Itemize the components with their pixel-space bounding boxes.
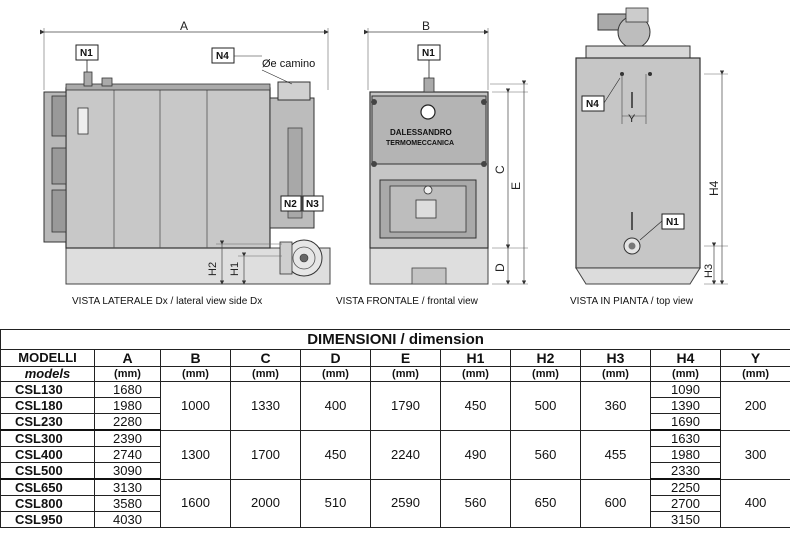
dim-label-y: Y	[628, 113, 636, 125]
cell-h1: 560	[441, 479, 511, 528]
dim-label-h3: H3	[703, 263, 715, 278]
model-cell: CSL650	[1, 479, 95, 496]
dim-label-a: A	[180, 19, 189, 33]
unit-h4: (mm)	[651, 367, 721, 382]
cell-a: 3580	[95, 496, 161, 512]
header-h4: H4	[651, 350, 721, 367]
side-view	[44, 19, 330, 284]
table-row	[1, 479, 790, 496]
cell-h1: 450	[441, 382, 511, 431]
cell-a: 3090	[95, 463, 161, 480]
dim-label-b: B	[422, 19, 431, 33]
svg-text:N4: N4	[216, 51, 229, 62]
table-row	[1, 430, 790, 447]
unit-a: (mm)	[95, 367, 161, 382]
dim-label-h4: H4	[707, 180, 721, 196]
cell-h4: 1090	[651, 382, 721, 398]
cell-h4: 1980	[651, 447, 721, 463]
cell-a: 3130	[95, 479, 161, 496]
cell-h3: 455	[581, 430, 651, 479]
cell-d: 510	[301, 479, 371, 528]
cell-c: 1330	[231, 382, 301, 431]
table-row	[1, 382, 790, 398]
header-h3: H3	[581, 350, 651, 367]
cell-h4: 3150	[651, 512, 721, 528]
tag-n1-side	[76, 45, 98, 72]
header-c: C	[231, 350, 301, 367]
cell-c: 1700	[231, 430, 301, 479]
brand-line-1: DALESSANDRO	[390, 128, 452, 137]
model-cell: CSL130	[1, 382, 95, 398]
unit-h1: (mm)	[441, 367, 511, 382]
cell-y: 400	[721, 479, 790, 528]
dim-label-h2: H2	[207, 261, 219, 276]
cell-h3: 360	[581, 382, 651, 431]
header-y: Y	[721, 350, 790, 367]
top-view	[576, 8, 728, 284]
tag-n3	[303, 196, 323, 211]
unit-d: (mm)	[301, 367, 371, 382]
cell-y: 300	[721, 430, 790, 479]
svg-text:N1: N1	[666, 217, 679, 228]
model-cell: CSL230	[1, 414, 95, 431]
svg-text:N4: N4	[586, 99, 599, 110]
cell-a: 1980	[95, 398, 161, 414]
dimension-table	[0, 329, 790, 538]
header-models: MODELLI	[1, 350, 95, 367]
cell-a: 2390	[95, 430, 161, 447]
cell-h2: 560	[511, 430, 581, 479]
cell-a: 2280	[95, 414, 161, 431]
header-b: B	[161, 350, 231, 367]
cell-h4: 1630	[651, 430, 721, 447]
cell-h2: 650	[511, 479, 581, 528]
cell-e: 2240	[371, 430, 441, 479]
svg-text:N2: N2	[284, 199, 297, 210]
svg-text:N1: N1	[80, 48, 93, 59]
cell-a: 4030	[95, 512, 161, 528]
dim-label-h1: H1	[229, 261, 241, 276]
tag-n1-front	[418, 45, 440, 78]
unit-e: (mm)	[371, 367, 441, 382]
cell-d: 450	[301, 430, 371, 479]
header-d: D	[301, 350, 371, 367]
dim-label-e: E	[509, 181, 523, 190]
caption-side-view: VISTA LATERALE Dx / lateral view side Dx	[72, 296, 263, 307]
header-h1: H1	[441, 350, 511, 367]
svg-text:N3: N3	[306, 199, 319, 210]
header-models-sub: models	[1, 367, 95, 382]
model-cell: CSL800	[1, 496, 95, 512]
header-e: E	[371, 350, 441, 367]
model-cell: CSL500	[1, 463, 95, 480]
cell-a: 1680	[95, 382, 161, 398]
chimney-label: Øe camino	[262, 58, 316, 70]
model-cell: CSL400	[1, 447, 95, 463]
unit-b: (mm)	[161, 367, 231, 382]
cell-d: 400	[301, 382, 371, 431]
tag-n2	[281, 196, 301, 211]
table-title: DIMENSIONI / dimension	[1, 330, 790, 350]
brand-line-2: TERMOMECCANICA	[386, 140, 455, 147]
cell-a: 2740	[95, 447, 161, 463]
unit-y: (mm)	[721, 367, 790, 382]
model-cell: CSL180	[1, 398, 95, 414]
svg-text:N1: N1	[422, 48, 435, 59]
cell-b: 1600	[161, 479, 231, 528]
unit-c: (mm)	[231, 367, 301, 382]
front-view	[368, 19, 528, 284]
cell-y: 200	[721, 382, 790, 431]
cell-e: 1790	[371, 382, 441, 431]
cell-b: 1000	[161, 382, 231, 431]
header-h2: H2	[511, 350, 581, 367]
cell-h4: 2330	[651, 463, 721, 480]
dim-label-c: C	[493, 165, 507, 174]
caption-top-view: VISTA IN PIANTA / top view	[570, 296, 694, 307]
header-a: A	[95, 350, 161, 367]
model-cell: CSL300	[1, 430, 95, 447]
cell-h2: 500	[511, 382, 581, 431]
dim-label-d: D	[493, 263, 507, 272]
cell-h4: 1690	[651, 414, 721, 431]
cell-c: 2000	[231, 479, 301, 528]
caption-front-view: VISTA FRONTALE / frontal view	[336, 296, 478, 307]
cell-b: 1300	[161, 430, 231, 479]
cell-e: 2590	[371, 479, 441, 528]
cell-h4: 1390	[651, 398, 721, 414]
cell-h4: 2700	[651, 496, 721, 512]
unit-h2: (mm)	[511, 367, 581, 382]
unit-h3: (mm)	[581, 367, 651, 382]
tag-n4-side	[212, 48, 262, 63]
cell-h3: 600	[581, 479, 651, 528]
model-cell: CSL950	[1, 512, 95, 528]
cell-h1: 490	[441, 430, 511, 479]
cell-h4: 2250	[651, 479, 721, 496]
